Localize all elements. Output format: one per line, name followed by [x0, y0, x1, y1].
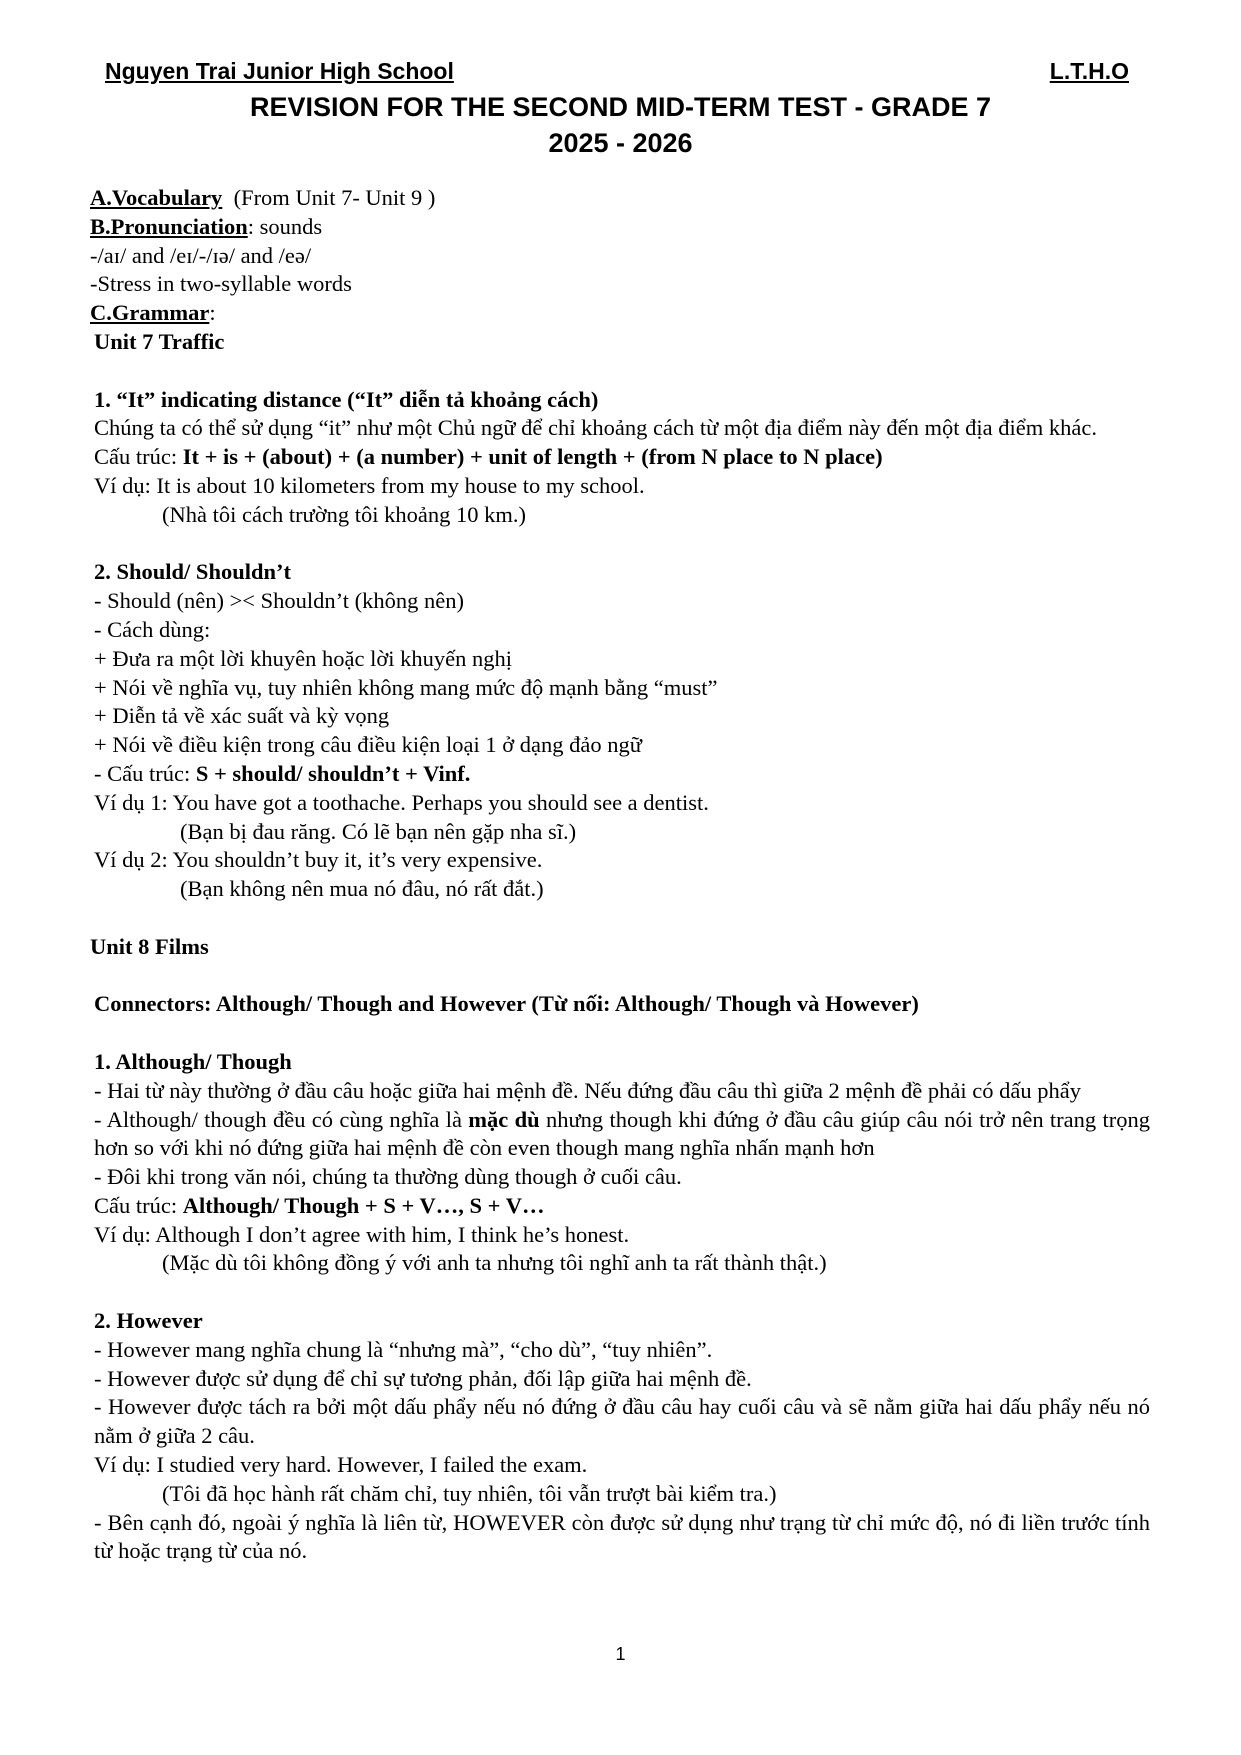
although-line-3: - Đôi khi trong văn nói, chúng ta thường dùng though ở cuối câu.	[94, 1164, 682, 1190]
school-year: 2025 - 2026	[548, 128, 693, 158]
however-line-3: - However được tách ra bởi một dấu phẩy nếu nó đứng ở đầu câu hay cuối câu và sẽ nằm giữa hai dấu phẩy nếu nó nằm ở giữa 2 câu.	[94, 1394, 1150, 1449]
structure-label: Cấu trúc:	[94, 444, 183, 470]
it-distance-description: Chúng ta có thể sử dụng “it” như một Chủ ngữ để chỉ khoảng cách từ một địa điểm này đến một địa điểm khác.	[94, 415, 1097, 441]
however-line-1: - However mang nghĩa chung là “nhưng mà”, “cho dù”, “tuy nhiên”.	[94, 1336, 713, 1362]
should-example-2-translation: (Bạn không nên mua nó đâu, nó rất đắt.)	[180, 876, 544, 902]
vocabulary-text: (From Unit 7- Unit 9 )	[233, 185, 436, 210]
should-structure	[90, 760, 1150, 789]
vocabulary-line	[90, 184, 1150, 213]
it-distance-heading-text: 1. “It” indicating distance (“It” diễn tả khoảng cách)	[94, 386, 599, 412]
unit8-title	[90, 933, 1150, 962]
however-example-translation: (Tôi đã học hành rất chăm chỉ, tuy nhiên, tôi vẫn trượt bài kiểm tra.)	[162, 1480, 777, 1506]
it-distance-example: Ví dụ: It is about 10 kilometers from my house to my school.	[94, 472, 645, 498]
it-distance-heading	[90, 386, 1150, 415]
although-structure	[90, 1192, 1150, 1221]
connectors-heading-text: Connectors: Although/ Though and However (Từ nối: Although/ Though và However)	[94, 991, 919, 1017]
although-example: Ví dụ: Although I don’t agree with him, I think he’s honest.	[94, 1221, 630, 1247]
structure-label: - Cấu trúc:	[94, 760, 196, 786]
although-meaning: mặc dù	[468, 1106, 540, 1132]
although-heading	[90, 1048, 1150, 1077]
structure-formula: Although/ Though + S + V…, S + V…	[182, 1192, 545, 1218]
should-example-1: Ví dụ 1: You have got a toothache. Perhaps you should see a dentist.	[94, 789, 709, 815]
although-example-translation: (Mặc dù tôi không đồng ý với anh ta nhưng tôi nghĩ anh ta rất thành thật.)	[162, 1250, 827, 1276]
although-heading-text: 1. Although/ Though	[94, 1048, 292, 1074]
should-example-2: Ví dụ 2: You shouldn’t buy it, it’s very expensive.	[94, 847, 543, 873]
should-line-3: + Đưa ra một lời khuyên hoặc lời khuyến nghị	[94, 645, 512, 671]
however-line-2: - However được sử dụng để chỉ sự tương phản, đối lập giữa hai mệnh đề.	[94, 1365, 752, 1391]
should-line-4: + Nói về nghĩa vụ, tuy nhiên không mang mức độ mạnh bằng “must”	[94, 674, 718, 700]
structure-formula: It + is + (about) + (a number) + unit of length + (from N place to N place)	[182, 444, 883, 470]
unit7-title-text: Unit 7 Traffic	[94, 328, 225, 354]
page-header	[105, 58, 1129, 92]
unit8-title-text: Unit 8 Films	[90, 933, 209, 959]
should-line-1: - Should (nên) >< Shouldn’t (không nên)	[94, 588, 464, 614]
connectors-heading	[90, 990, 1150, 1019]
it-distance-structure	[90, 443, 1150, 472]
although-line-2	[90, 1106, 1150, 1164]
should-line-5: + Diễn tả về xác suất và kỳ vọng	[94, 703, 390, 729]
should-line-2: - Cách dùng:	[94, 616, 211, 642]
should-example-1-translation: (Bạn bị đau răng. Có lẽ bạn nên gặp nha sĩ.)	[180, 818, 577, 844]
grammar-colon: :	[209, 300, 216, 326]
should-heading-text: 2. Should/ Shouldn’t	[94, 559, 291, 585]
although-line-2-start: - Although/ though đều có cùng nghĩa là	[94, 1106, 469, 1132]
pronunciation-line	[90, 213, 1150, 242]
structure-formula: S + should/ shouldn’t + Vinf.	[195, 760, 471, 786]
pronunciation-label: B.Pronunciation	[90, 213, 248, 239]
although-line-1: - Hai từ này thường ở đầu câu hoặc giữa hai mệnh đề. Nếu đứng đầu câu thì giữa 2 mệnh đề phải có dấu phẩy	[94, 1077, 1081, 1103]
pronunciation-stress: -Stress in two-syllable words	[90, 271, 352, 297]
page-number: 1	[615, 1644, 626, 1664]
should-heading	[90, 558, 1150, 587]
structure-label: Cấu trúc:	[94, 1192, 183, 1218]
should-line-6: + Nói về điều kiện trong câu điều kiện loại 1 ở dạng đảo ngữ	[94, 732, 642, 758]
grammar-line	[90, 299, 1150, 328]
pronunciation-text: : sounds	[247, 213, 323, 239]
document-body	[90, 184, 1150, 1566]
school-name: Nguyen Trai Junior High School	[105, 58, 454, 84]
however-line-4: - Bên cạnh đó, ngoài ý nghĩa là liên từ, HOWEVER còn được sử dụng như trạng từ chỉ mức độ, nó đi liền trước tính từ hoặc trạng từ của nó.	[94, 1509, 1150, 1564]
although-line-2-end: nhưng though khi đứng ở đầu câu giúp câu nói trở nên trang trọng hơn so với khi nó đứng giữa hai mệnh đề còn even though mang nghĩa nhấn mạnh hơn	[94, 1106, 1150, 1161]
it-distance-example-translation: (Nhà tôi cách trường tôi khoảng 10 km.)	[162, 501, 527, 527]
author-initials: L.T.H.O	[1049, 58, 1129, 84]
vocabulary-label: A.Vocabulary	[90, 185, 223, 210]
pronunciation-sounds: -/aɪ/ and /eɪ/-/ɪə/ and /eə/	[90, 242, 312, 268]
however-example: Ví dụ: I studied very hard. However, I failed the exam.	[94, 1452, 588, 1478]
grammar-label: C.Grammar	[90, 300, 210, 326]
however-heading	[90, 1307, 1150, 1336]
document-title: REVISION FOR THE SECOND MID-TERM TEST - GRADE 7	[249, 92, 992, 122]
however-heading-text: 2. However	[94, 1308, 203, 1334]
unit7-title	[90, 328, 1150, 357]
